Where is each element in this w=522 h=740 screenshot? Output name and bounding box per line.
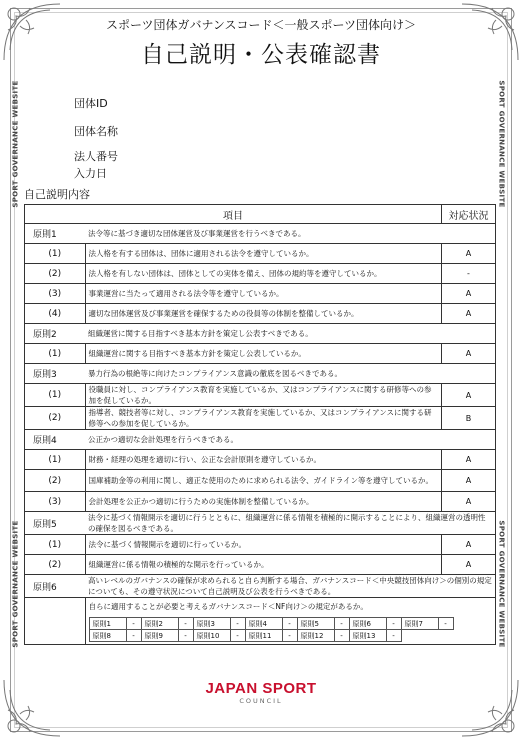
nf-principle-name: 原則8 [89,630,126,642]
item-row [25,450,496,470]
status-cell: A [442,244,496,264]
status-cell: A [442,450,496,470]
nf-question-row [25,598,496,645]
nf-principle-value: - [386,618,401,630]
principle-row [25,512,496,535]
row-number: 原則3 [25,364,86,384]
row-number: (1) [25,535,86,555]
status-cell: A [442,284,496,304]
row-text: 組織運営に関する目指すべき基本方針を策定し公表しているか。 [85,344,442,364]
nf-principle-value: - [282,618,297,630]
nf-principle-value: - [230,618,245,630]
nf-principle-name: 原則2 [141,618,178,630]
nf-principle-value: - [126,630,141,642]
nf-grid-row [89,630,453,642]
field-organization-name: 団体名称 [74,125,118,138]
nf-grid-row [89,618,453,630]
item-row [25,384,496,407]
item-row [25,304,496,324]
status-cell: A [442,384,496,407]
status-cell: - [442,264,496,284]
row-text: 国庫補助金等の利用に関し、適正な使用のために求められる法令、ガイドライン等を遵守しているか。 [85,470,442,492]
document-title: 自己説明・公表確認書 [141,42,381,68]
side-watermark-text: SPORT GOVERNANCE WEBSITE [497,80,506,208]
row-text: 法令等に基づき適切な団体運営及び事業運営を行うべきである。 [85,224,496,244]
status-cell: A [442,535,496,555]
field-input-date: 入力日 [74,167,107,180]
row-number: (1) [25,244,86,264]
status-cell: A [442,304,496,324]
nf-principle-value: - [334,618,349,630]
item-row [25,244,496,264]
row-text: 財務・経理の処理を適切に行い、公正な会計原則を遵守しているか。 [85,450,442,470]
row-text: 法令に基づく情報開示を適切に行うとともに、組織運営に係る情報を積極的に開示することにより、組織運営の透明性の確保を図るべきである。 [85,512,496,535]
item-row [25,535,496,555]
status-cell: A [442,555,496,575]
status-cell: A [442,492,496,512]
nf-principle-name: 原則3 [193,618,230,630]
item-row [25,492,496,512]
status-cell: A [442,344,496,364]
row-number: (2) [25,555,86,575]
self-explanation-table [24,204,496,645]
nf-principle-value: - [230,630,245,642]
document-subtitle: スポーツ団体ガバナンスコード＜一般スポーツ団体向け＞ [105,18,417,32]
nf-question-text: 自らに適用することが必要と考えるガバナンスコード＜NF向け＞の規定があるか。 [88,602,368,611]
item-row [25,264,496,284]
field-corporate-number: 法人番号 [74,150,118,163]
row-number [25,598,86,645]
row-number: (1) [25,344,86,364]
nf-principle-grid [89,617,454,642]
row-number: (3) [25,492,86,512]
jsc-logo [0,680,522,705]
nf-principle-value: - [282,630,297,642]
principle-row [25,575,496,598]
status-cell: A [442,470,496,492]
principle-row [25,224,496,244]
side-watermark-text: SPORT GOVERNANCE WEBSITE [497,520,506,648]
side-watermark-text: SPORT GOVERNANCE WEBSITE [11,520,20,648]
nf-principle-value: - [438,618,453,630]
column-header-status: 対応状況 [442,205,496,224]
item-row [25,470,496,492]
row-text: 適切な団体運営及び事業運営を確保するための役員等の体制を整備しているか。 [85,304,442,324]
principle-row [25,430,496,450]
row-number: (1) [25,384,86,407]
row-number: 原則5 [25,512,86,535]
nf-principle-name: 原則5 [297,618,334,630]
row-text: 事業運営に当たって適用される法令等を遵守しているか。 [85,284,442,304]
row-text: 役職員に対し、コンプライアンス教育を実施しているか、又はコンプライアンスに関する研修等への参加を促しているか。 [85,384,442,407]
row-number: (4) [25,304,86,324]
row-text: 公正かつ適切な会計処理を行うべきである。 [85,430,496,450]
row-text: 高いレベルのガバナンスの確保が求められると自ら判断する場合、ガバナンスコード＜中央競技団体向け＞の個別の規定についても、その遵守状況について自己説明及び公表を行うべきである。 [85,575,496,598]
nf-principle-value: - [386,630,401,642]
row-number: (1) [25,450,86,470]
item-row [25,407,496,430]
row-text: 法人格を有しない団体は、団体としての実体を備え、団体の規約等を遵守しているか。 [85,264,442,284]
row-text: 法人格を有する団体は、団体に適用される法令を遵守しているか。 [85,244,442,264]
nf-principle-value: - [126,618,141,630]
item-row [25,555,496,575]
nf-principle-name: 原則11 [245,630,282,642]
row-text: 組織運営に関する目指すべき基本方針を策定し公表すべきである。 [85,324,496,344]
row-number: (2) [25,407,86,430]
nf-principle-name: 原則9 [141,630,178,642]
row-text: 組織運営に係る情報の積極的な開示を行っているか。 [85,555,442,575]
row-text: 暴力行為の根絶等に向けたコンプライアンス意識の徹底を図るべきである。 [85,364,496,384]
nf-principle-name: 原則12 [297,630,334,642]
row-number: (2) [25,264,86,284]
row-number: 原則4 [25,430,86,450]
nf-principle-value: - [178,630,193,642]
nf-principle-value: - [178,618,193,630]
nf-principle-name: 原則4 [245,618,282,630]
row-number: 原則1 [25,224,86,244]
logo-sub-text: COUNCIL [239,697,283,705]
nf-principle-name: 原則10 [193,630,230,642]
item-row [25,344,496,364]
logo-main-text: JAPAN SPORT [205,680,317,697]
item-row [25,284,496,304]
side-watermark-text: SPORT GOVERNANCE WEBSITE [11,80,20,208]
row-number: 原則2 [25,324,86,344]
nf-principle-name: 原則1 [89,618,126,630]
row-text: 法令に基づく情報開示を適切に行っているか。 [85,535,442,555]
row-number: (2) [25,470,86,492]
row-number: 原則6 [25,575,86,598]
column-header-item: 項目 [25,205,442,224]
nf-principle-name: 原則13 [349,630,386,642]
nf-principle-name: 原則6 [349,618,386,630]
status-cell: B [442,407,496,430]
principle-row [25,364,496,384]
nf-principle-value: - [334,630,349,642]
nf-principle-name: 原則7 [401,618,438,630]
row-number: (3) [25,284,86,304]
principle-row [25,324,496,344]
table-header-row [25,205,496,224]
row-text: 会計処理を公正かつ適切に行うための実施体制を整備しているか。 [85,492,442,512]
nf-question-cell [85,598,496,645]
section-label: 自己説明内容 [24,188,90,201]
field-organization-id: 団体ID [74,97,108,110]
row-text: 指導者、競技者等に対し、コンプライアンス教育を実施しているか、又はコンプライアンスに関する研修等への参加を促しているか。 [85,407,442,430]
